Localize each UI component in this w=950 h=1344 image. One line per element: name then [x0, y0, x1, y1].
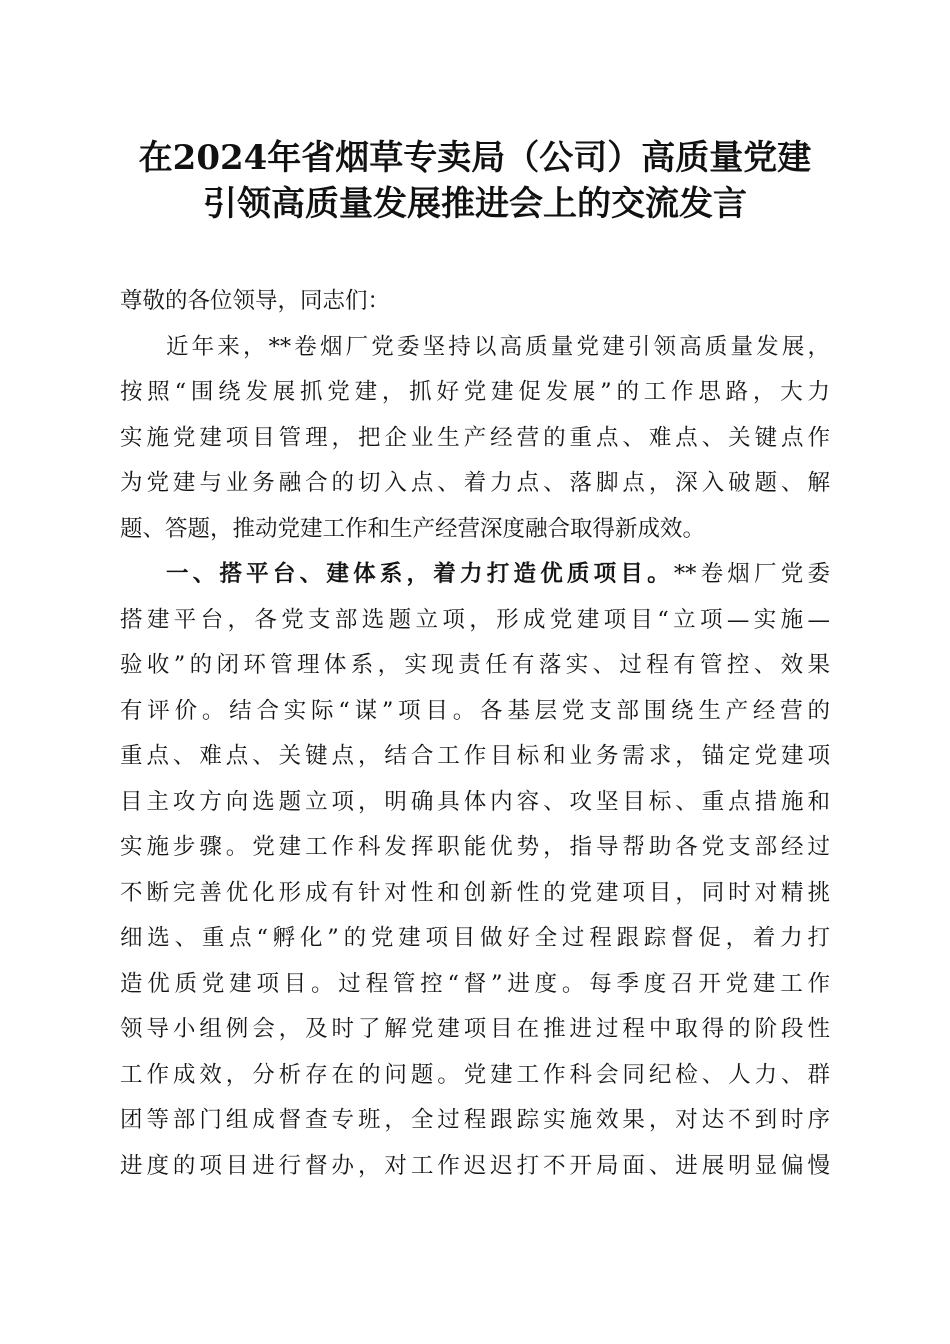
- section1-heading: 一、搭平台、建体系，着力打造优质项目。: [166, 561, 674, 587]
- section1-line-2: 搭建平台，各党支部选题立项，形成党建项目“立项—实施—: [120, 606, 830, 633]
- section1-line-5: 重点、难点、关键点，结合工作目标和业务需求，锚定党建项: [120, 743, 830, 769]
- section1-line-6: 目主攻方向选题立项，明确具体内容、攻坚目标、重点措施和: [120, 788, 830, 815]
- salutation: 尊敬的各位领导，同志们：: [120, 288, 391, 314]
- document-title-line-1: 在2024年省烟草专卖局（公司）高质量党建: [138, 138, 812, 178]
- section1-line-12: 工作成效，分析存在的问题。党建工作科会同纪检、人力、群: [120, 1061, 830, 1088]
- intro-line-4: 为党建与业务融合的切入点、着力点、落脚点，深入破题、解: [120, 470, 830, 496]
- section1-line-14: 进度的项目进行督办，对工作迟迟打不开局面、进展明显偏慢: [120, 1152, 830, 1179]
- section1-line-10: 造优质党建项目。过程管控“督”进度。每季度召开党建工作: [120, 970, 830, 997]
- document-body: [120, 279, 830, 1189]
- section1-line-11: 领导小组例会，及时了解党建项目在推进过程中取得的阶段性: [120, 1016, 830, 1042]
- section1-line-9: 细选、重点“孵化”的党建项目做好全过程跟踪督促，着力打: [120, 925, 830, 951]
- intro-line-3: 实施党建项目管理，把企业生产经营的重点、难点、关键点作: [120, 424, 830, 451]
- section1-first-line-rest: **卷烟厂党委: [673, 561, 830, 587]
- section1-line-13: 团等部门组成督查专班，全过程跟踪实施效果，对达不到时序: [120, 1107, 830, 1133]
- intro-line-5: 题、答题，推动党建工作和生产经营深度融合取得新成效。: [120, 515, 706, 542]
- section1-line-8: 不断完善优化形成有针对性和创新性的党建项目，同时对精挑: [120, 879, 830, 906]
- intro-line-2: 按照“围绕发展抓党建，抓好党建促发展”的工作思路，大力: [120, 379, 830, 405]
- section1-line-3: 验收”的闭环管理体系，实现责任有落实、过程有管控、效果: [120, 652, 830, 678]
- document-title-line-2: 引领高质量发展推进会上的交流发言: [203, 184, 747, 224]
- section1-line-4: 有评价。结合实际“谋”项目。各基层党支部围绕生产经营的: [120, 697, 830, 724]
- section1-first-line: [120, 552, 830, 598]
- section1-line-7: 实施步骤。党建工作科发挥职能优势，指导帮助各党支部经过: [120, 834, 830, 860]
- intro-line-1: 近年来，**卷烟厂党委坚持以高质量党建引领高质量发展，: [166, 333, 830, 360]
